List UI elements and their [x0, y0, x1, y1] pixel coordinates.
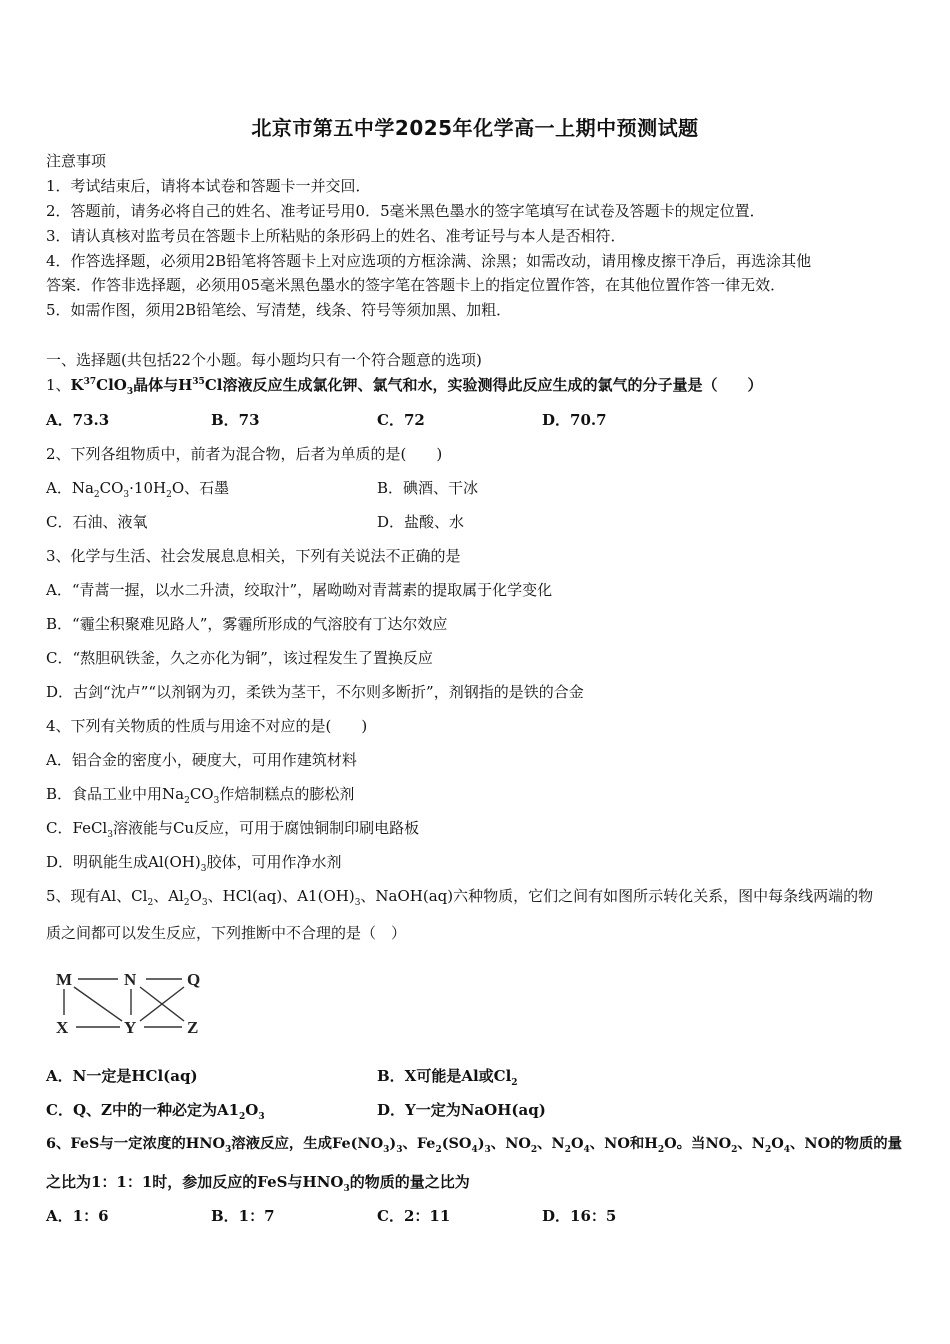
q2-option-c: C．石油、液氧 — [46, 513, 148, 531]
q5-option-b: B．X可能是Al或$Cl_2$ — [377, 1067, 518, 1088]
q4-option-c: C．FeCl$_3$溶液能与Cu反应，可用于腐蚀铜制印刷电路板 — [46, 819, 420, 840]
q2-option-d: D．盐酸、水 — [377, 513, 465, 531]
diagram-node-m: M — [56, 970, 73, 989]
q1-option-c: C．72 — [377, 411, 425, 429]
page-title: 北京市第五中学2025年化学高一上期中预测试题 — [251, 116, 699, 140]
diagram-node-y: Y — [124, 1018, 137, 1037]
q5-option-d: D．Y一定为NaOH(aq) — [377, 1101, 546, 1119]
q3-option-d: D．古剑“沈卢”“以剂钢为刃，柔铁为茎干，不尔则多断折”，剂钢指的是铁的合金 — [46, 683, 584, 701]
question-2-stem: 2、下列各组物质中，前者为混合物，后者为单质的是( ) — [46, 445, 443, 463]
q1-option-a: A．73.3 — [46, 411, 110, 429]
notice-item: 3．请认真核对监考员在答题卡上所粘贴的条形码上的姓名、准考证号与本人是否相符． — [46, 227, 626, 245]
q2-option-a: A．$Na_2CO_3\cdot 10H_2O$、石墨 — [46, 479, 230, 500]
q5-option-a: A．N一定是HCl(aq) — [46, 1067, 198, 1085]
diagram-node-q: Q — [187, 970, 201, 989]
diagram-node-n: N — [124, 970, 137, 989]
q2-option-b: B．碘酒、干冰 — [377, 479, 479, 497]
q5-option-c: C．Q、Z中的一种必定为$A1_2O_3$ — [46, 1101, 265, 1122]
diagram-node-x: X — [56, 1018, 69, 1037]
q3-option-b: B．“霾尘积聚难见路人”，雾霾所形成的气溶胶有丁达尔效应 — [46, 615, 448, 633]
notice-item: 1．考试结束后，请将本试卷和答题卡一并交回． — [46, 177, 371, 195]
section-heading: 一、选择题(共包括22个小题。每小题均只有一个符合题意的选项) — [46, 351, 482, 369]
notice-item: 5．如需作图，须用2B铅笔绘、写清楚，线条、符号等须加黑、加粗． — [46, 301, 512, 319]
q3-option-c: C．“熬胆矾铁釜，久之亦化为铜”，该过程发生了置换反应 — [46, 649, 433, 667]
notice-item: 答案．作答非选择题，必须用05毫米黑色墨水的签字笔在答题卡上的指定位置作答，在其他位置作答一律无效． — [46, 276, 786, 294]
q6-option-d: D．16：5 — [542, 1207, 617, 1225]
q3-option-a: A．“青蒿一握，以水二升渍，绞取汁”，屠呦呦对青蒿素的提取属于化学变化 — [46, 581, 553, 599]
question-6-stem-line2: 之比为1：1：1时，参加反应的FeS与$HNO_3$的物质的量之比为 — [46, 1173, 470, 1194]
q4-option-d: D．明矾能生成$Al(OH)_3$胶体，可用作净水剂 — [46, 853, 342, 874]
q6-option-c: C．2：11 — [377, 1207, 451, 1225]
question-1-stem: 1、$K^{37}ClO_3$晶体与$H^{35}Cl$溶液反应生成氯化钾、氯气和水，实验测得此反应生成的氯气的分子量是（ ） — [46, 376, 763, 397]
question-5-stem-line1: 5、现有Al、$Cl_2$、$Al_2O_3$、HCl(aq)、$A1(OH)_3$、NaOH(aq)六种物质，它们之间有如图所示转化关系，图中每条线两端的物 — [46, 887, 874, 908]
question-4-stem: 4、下列有关物质的性质与用途不对应的是( ) — [46, 717, 368, 735]
diagram-node-z: Z — [187, 1018, 199, 1037]
q4-option-a: A．铝合金的密度小，硬度大，可用作建筑材料 — [46, 751, 357, 769]
question-3-stem: 3、化学与生活、社会发展息息相关，下列有关说法不正确的是 — [46, 547, 461, 565]
q6-option-b: B．1：7 — [211, 1207, 275, 1225]
diagram-edge-m-y — [74, 987, 122, 1021]
notice-heading: 注意事项 — [46, 152, 107, 170]
question-6-stem-line1: 6、FeS与一定浓度的$HNO_3$溶液反应，生成$Fe(NO_3)_3$、$Fe_2(SO_4)_3$、$NO_2$、$N_2O_4$、NO和$H_2O$。当$NO_2$、$N_2O_4$、NO的物质的量 — [46, 1135, 903, 1155]
q6-option-a: A．1：6 — [46, 1207, 109, 1225]
notice-item: 4．作答选择题，必须用2B铅笔将答题卡上对应选项的方框涂满、涂黑；如需改动，请用橡皮擦干净后，再选涂其他 — [46, 252, 812, 270]
notice-item: 2．答题前，请务必将自己的姓名、准考证号用0．5毫米黑色墨水的签字笔填写在试卷及答题卡的规定位置． — [46, 202, 765, 220]
question-5-stem-line2: 质之间都可以发生反应，下列推断中不合理的是（ ） — [46, 924, 407, 942]
q1-option-d: D．70.7 — [542, 411, 607, 429]
q1-option-b: B．73 — [211, 411, 260, 429]
q4-option-b: B．食品工业中用$Na_2CO_3$作焙制糕点的膨松剂 — [46, 785, 355, 806]
relationship-diagram — [50, 963, 210, 1041]
